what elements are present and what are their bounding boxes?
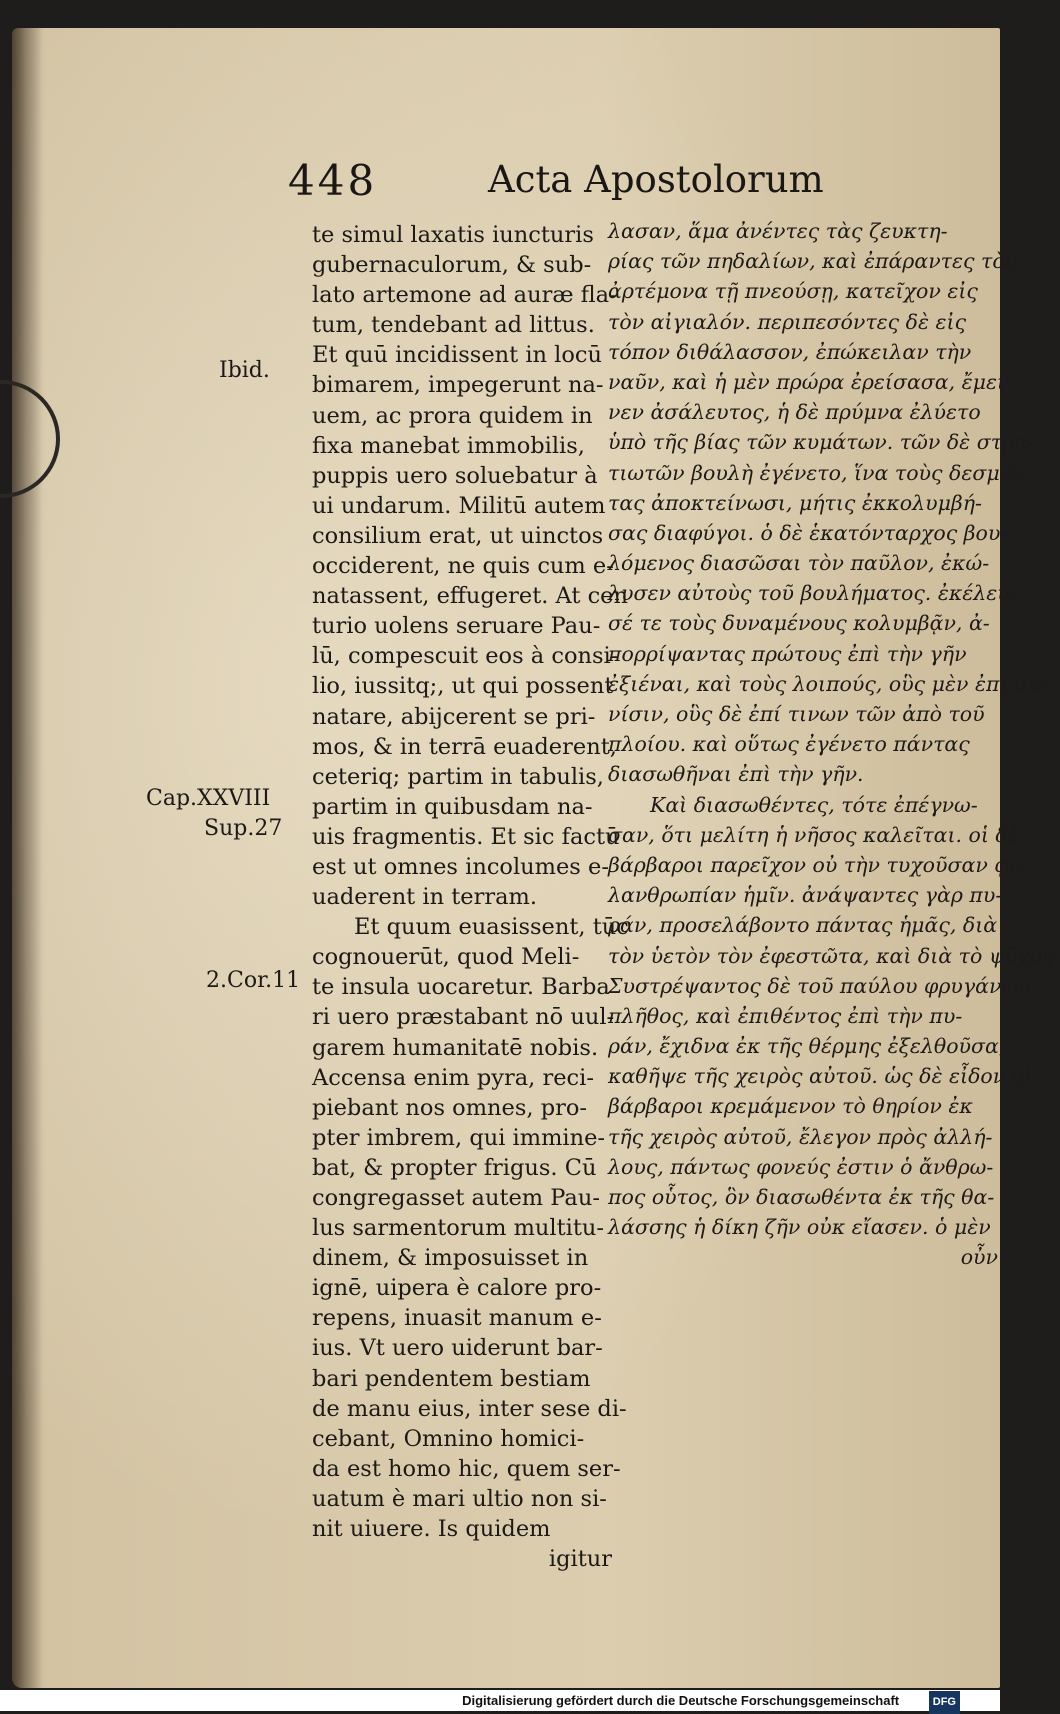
greek-text-line: τιωτῶν βουλὴ ἐγένετο, ἵνα τοὺς δεσμώ- [608, 460, 1024, 485]
latin-text-line: bari pendentem bestiam [312, 1365, 591, 1392]
latin-text-line: mos, & in terrā euaderent, [312, 733, 617, 760]
greek-text-line: λασαν, ἅμα ἀνέντες τὰς ζευκτη- [608, 219, 948, 243]
greek-text-line: Καὶ διασωθέντες, τότε ἐπέγνω- [650, 792, 978, 817]
greek-text-line: διασωθῆναι ἐπὶ τὴν γῆν. [608, 762, 864, 787]
running-title: Acta Apostolorum [488, 158, 824, 201]
greek-text-line: σαν, ὅτι μελίτη ἡ νῆσος καλεῖται. οἱ δὲ [608, 822, 1019, 847]
greek-text-line: σας διαφύγοι. ὁ δὲ ἑκατόνταρχος βου- [608, 520, 1008, 545]
latin-text-line: igitur [548, 1546, 612, 1573]
latin-text-line: Et quū incidissent in locū [312, 342, 603, 369]
latin-text-line: Accensa enim pyra, reci- [312, 1064, 594, 1091]
digitization-footer [0, 1690, 1000, 1711]
latin-text-line: bimarem, impegerunt na- [312, 372, 604, 399]
latin-text-line: congregasset autem Pau- [312, 1185, 600, 1211]
latin-text-line: uis fragmentis. Et sic factū [312, 823, 620, 850]
latin-text-line: pter imbrem, qui immine- [312, 1124, 606, 1151]
margin-note-corinthians: 2.Cor.11 [206, 968, 301, 993]
clasp-ring [0, 380, 60, 498]
greek-text-line: τὸν αἰγιαλόν. περιπεσόντες δὲ εἰς [608, 309, 967, 334]
latin-text-line: consilium erat, ut uinctos [312, 522, 604, 549]
latin-text-line: partim in quibusdam na- [312, 793, 593, 820]
greek-text-line: ναῦν, καὶ ἡ μὲν πρώρα ἐρείσασα, ἔμει- [608, 369, 1012, 394]
dfg-logo-icon: DFG [929, 1691, 960, 1714]
latin-text-line: nit uiuere. Is quidem [312, 1516, 551, 1543]
latin-text-line: lio, iussitq;, ut qui possent [312, 673, 614, 700]
greek-text-line: νεν ἀσάλευτος, ἡ δὲ πρύμνα ἐλύετο [608, 400, 981, 425]
greek-text-line: ράν, προσελάβοντο πάντας ἡμᾶς, διὰ [608, 913, 998, 938]
margin-note-ibid: Ibid. [219, 358, 270, 383]
latin-text-line: ius. Vt uero uiderunt bar- [312, 1335, 603, 1362]
latin-text-line: ceteriq; partim in tabulis, [312, 763, 604, 790]
latin-text-line: lato artemone ad auræ fla- [312, 282, 617, 309]
latin-text-line: te insula uocaretur. Barba [312, 974, 610, 1001]
latin-text-line: occiderent, ne quis cum e- [312, 553, 614, 580]
latin-text-line: tum, tendebant ad littus. [312, 312, 595, 339]
greek-text-line: τας ἀποκτείνωσι, μήτις ἐκκολυμβή- [608, 490, 982, 515]
page-number: 448 [288, 156, 378, 205]
greek-text-line: τὸν ὑετὸν τὸν ἐφεστῶτα, καὶ διὰ τὸ ψῦχος. [608, 943, 1060, 968]
greek-text-line: λυσεν αὐτοὺς τοῦ βουλήματος. ἐκέλευ- [608, 581, 1017, 606]
latin-text-line: ui undarum. Militū autem [312, 492, 606, 519]
latin-text-line: piebant nos omnes, pro- [312, 1094, 587, 1121]
latin-text-line: turio uolens seruare Pau- [312, 613, 601, 640]
greek-text-line: σέ τε τοὺς δυναμένους κολυμβᾷν, ἀ- [608, 611, 990, 636]
latin-text-line: lus sarmentorum multitu- [312, 1215, 604, 1242]
greek-text-line: λάσσης ἡ δίκη ζῆν οὐκ εἴασεν. ὁ μὲν [608, 1215, 991, 1240]
footer-credit: Digitalisierung gefördert durch die Deutsche Forschungsgemeinschaft [462, 1693, 900, 1708]
latin-text-line: ri uero præstabant nō uul- [312, 1004, 615, 1031]
margin-note-chapter: Cap.XXVIII [146, 786, 271, 811]
latin-text-line: natare, abijcerent se pri- [312, 703, 596, 730]
latin-text-line: cognouerūt, quod Meli- [312, 944, 580, 971]
greek-text-line: βάρβαροι παρεῖχον οὐ τὴν τυχοῦσαν φι- [608, 852, 1024, 877]
greek-text-line: ἐξιέναι, καὶ τοὺς λοιπούς, οὓς μὲν ἐπὶ σα- [608, 671, 1049, 696]
greek-text-line: λους, πάντως φονεύς ἐστιν ὁ ἄνθρω- [608, 1154, 994, 1179]
greek-text-line: πορρίψαντας πρώτους ἐπὶ τὴν γῆν [608, 641, 967, 666]
greek-text-line: λόμενος διασῶσαι τὸν παῦλον, ἐκώ- [608, 551, 990, 576]
latin-text-line: Et quum euasissent, tūc [354, 914, 629, 941]
greek-text-line: καθῆψε τῆς χειρὸς αὐτοῦ. ὡς δὲ εἶδον οἱ [608, 1064, 1033, 1089]
latin-column [312, 220, 629, 1574]
latin-text-line: uem, ac prora quidem in [312, 402, 593, 429]
latin-text-line: da est homo hic, quem ser- [312, 1455, 621, 1482]
latin-text-line: fixa manebat immobilis, [312, 432, 585, 459]
greek-text-line: ράν, ἔχιδνα ἐκ τῆς θέρμης ἐξελθοῦσα, [608, 1034, 1006, 1059]
latin-text-line: bat, & propter frigus. Cū [312, 1154, 597, 1181]
latin-text-line: de manu eius, inter sese di- [312, 1395, 627, 1422]
binding-shadow [12, 28, 42, 1688]
greek-text-line: οὖν [960, 1245, 998, 1270]
latin-text-line: garem humanitatē nobis. [312, 1034, 599, 1061]
greek-text-line: ὑπὸ τῆς βίας τῶν κυμάτων. τῶν δὲ στρα- [608, 430, 1035, 455]
greek-text-line: πος οὗτος, ὃν διασωθέντα ἐκ τῆς θα- [608, 1185, 995, 1209]
greek-column [608, 216, 1060, 1273]
latin-text-line: cebant, Omnino homici- [312, 1425, 585, 1452]
latin-text-line: natassent, effugeret. At cen [312, 583, 628, 610]
latin-text-line: te simul laxatis iuncturis [312, 222, 594, 248]
greek-text-line: νίσιν, οὓς δὲ ἐπί τινων τῶν ἀπὸ τοῦ [608, 702, 985, 726]
greek-text-line: Συστρέψαντος δὲ τοῦ παύλου φρυγάνων [608, 973, 1031, 998]
latin-text-line: gubernaculorum, & sub- [312, 252, 592, 279]
book-page [12, 28, 1060, 1688]
latin-text-line: puppis uero soluebatur à [312, 462, 598, 489]
greek-text-line: ρίας τῶν πηδαλίων, καὶ ἐπάραντες τὸν [608, 249, 1018, 274]
greek-text-line: πλοίου. καὶ οὕτως ἐγένετο πάντας [608, 732, 970, 757]
greek-text-line: λανθρωπίαν ἡμῖν. ἀνάψαντες γὰρ πυ- [608, 883, 1003, 908]
latin-text-line: dinem, & imposuisset in [312, 1245, 589, 1272]
latin-text-line: ignē, uipera è calore pro- [312, 1275, 602, 1302]
latin-text-line: lū, compescuit eos à consi- [312, 643, 619, 670]
margin-note-cross-reference: Sup.27 [204, 816, 283, 841]
latin-text-line: uaderent in terram. [312, 884, 537, 911]
latin-text-line: repens, inuasit manum e- [312, 1305, 602, 1332]
greek-text-line: τόπον διθάλασσον, ἐπώκειλαν τὴν [608, 339, 972, 364]
greek-text-line: τῆς χειρὸς αὐτοῦ, ἔλεγον πρὸς ἀλλή- [608, 1124, 993, 1149]
latin-text-line: uatum è mari ultio non si- [312, 1485, 607, 1512]
greek-text-line: βάρβαροι κρεμάμενον τὸ θηρίον ἐκ [608, 1094, 973, 1119]
greek-text-line: ἀρτέμονα τῇ πνεούσῃ, κατεῖχον εἰς [608, 279, 978, 304]
greek-text-line: πλῆθος, καὶ ἐπιθέντος ἐπὶ τὴν πυ- [608, 1003, 963, 1028]
latin-text-line: est ut omnes incolumes e- [312, 853, 609, 880]
